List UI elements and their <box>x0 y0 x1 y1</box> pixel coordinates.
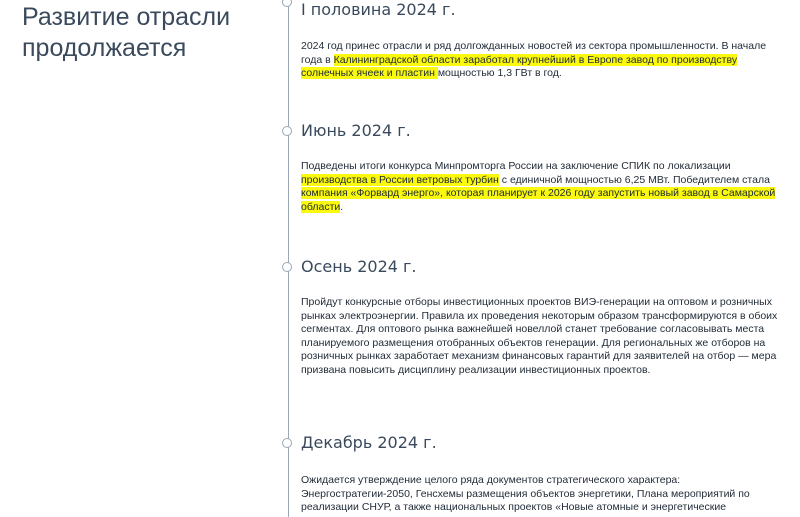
text-segment: . <box>340 200 344 213</box>
timeline-marker <box>282 0 292 7</box>
text-segment: Пройдут конкурсные отборы инвестиционных проектов ВИЭ-генерации на оптовом и розничных рынках электроэнергии. Правила их проведения некоторым образом трансформируются в обоих сегментах. Для оптового рынка важнейшей новеллой станет требование согласовывать места планируемого размещения отобранных объектов генерации. Для региональных же отборов на розничных рынках заработает механизм финансовых гарантий для заявителей на отбор — мера призвана повысить дисциплину реализации инвестиционных проектов. <box>301 296 778 376</box>
text-segment: с единичной мощностью 6,25 МВт. Победителем стала <box>498 173 770 186</box>
entry-text <box>301 160 781 214</box>
entry-period: Июнь 2024 г. <box>301 121 411 140</box>
highlighted-text: компания «Форвард энерго», которая планирует к 2026 году запустить новый завод в Самарской области <box>301 187 776 213</box>
highlighted-text: производства в России ветровых турбин <box>301 173 499 186</box>
page-title: Развитие отрасли продолжается <box>22 3 231 62</box>
text-segment: Ожидается утверждение целого ряда документов стратегического характера: Энергостратегии-2050, Генсхемы размещения объектов энергетики, Плана мероприятий по реализации СНУР, а также национальных проектов «Новые атомные и энергетические <box>301 474 750 514</box>
highlighted-text: Калининградской области заработал крупнейший в Европе завод по производству солнечных ячеек и пластин <box>301 53 738 80</box>
entry-period: Осень 2024 г. <box>301 257 417 276</box>
entry-text <box>301 474 781 515</box>
text-segment: мощностью 1,3 ГВт в год. <box>437 67 562 80</box>
timeline-marker <box>282 438 292 448</box>
entry-period: I половина 2024 г. <box>301 0 456 19</box>
timeline-marker <box>282 126 292 136</box>
entry-period: Декабрь 2024 г. <box>301 433 437 452</box>
text-segment: 2024 год принес отрасли и ряд долгожданных новостей из сектора промышленности. В начале года в <box>301 40 767 66</box>
timeline-marker <box>282 262 292 272</box>
entry-text <box>301 296 781 378</box>
text-segment: Подведены итоги конкурса Минпромторга России на заключение СПИК по локализации <box>301 160 731 172</box>
entry-text <box>301 40 781 81</box>
